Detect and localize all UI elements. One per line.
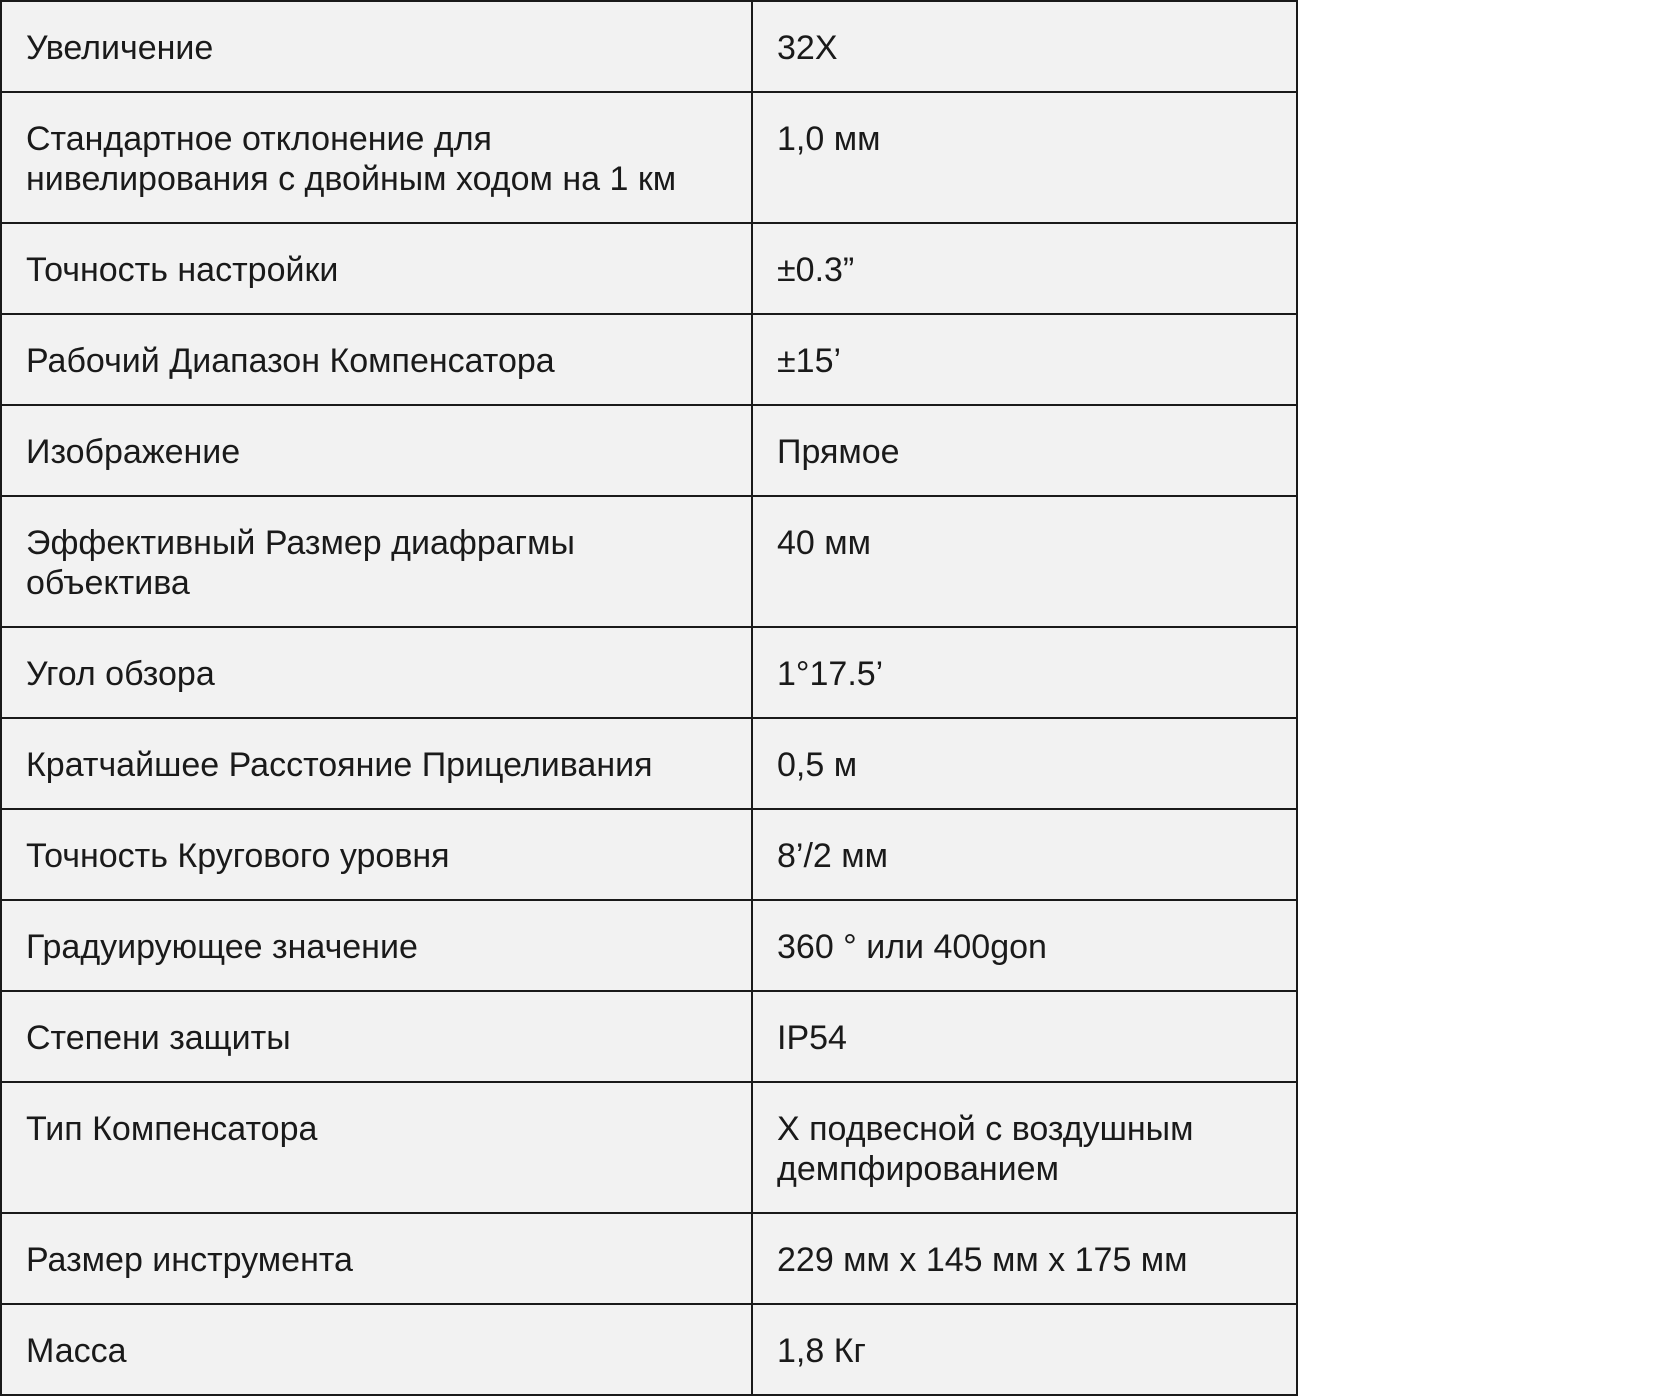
spec-value-cell xyxy=(752,1082,1297,1213)
spec-label: Размер инструмента xyxy=(26,1241,353,1279)
spec-value: 1,8 Кг xyxy=(777,1332,866,1370)
spec-label-cell xyxy=(1,496,752,627)
spec-label: Тип Компенсатора xyxy=(26,1110,318,1148)
spec-value: ±15’ xyxy=(777,342,842,380)
spec-label-cell xyxy=(1,1082,752,1213)
spec-value-cell xyxy=(752,900,1297,991)
spec-value: 229 мм x 145 мм x 175 мм xyxy=(777,1241,1188,1279)
table-row xyxy=(1,314,1297,405)
table-row xyxy=(1,223,1297,314)
spec-value: ±0.3” xyxy=(777,251,855,289)
spec-value-cell xyxy=(752,314,1297,405)
spec-value: 8’/2 мм xyxy=(777,837,889,875)
spec-value-cell xyxy=(752,809,1297,900)
spec-value: 1°17.5’ xyxy=(777,655,884,693)
spec-value: 0,5 м xyxy=(777,746,858,784)
table-row xyxy=(1,1,1297,92)
spec-value: 32X xyxy=(777,29,838,67)
spec-value: 1,0 мм xyxy=(777,120,881,158)
spec-label-cell xyxy=(1,991,752,1082)
spec-label: Изображение xyxy=(26,433,241,471)
spec-label: Эффективный Размер диафрагмы объектива xyxy=(26,524,575,602)
spec-label-cell xyxy=(1,1304,752,1395)
spec-label: Точность Кругового уровня xyxy=(26,837,450,875)
spec-value-cell xyxy=(752,1213,1297,1304)
table-row xyxy=(1,718,1297,809)
spec-value-cell xyxy=(752,405,1297,496)
table-row xyxy=(1,1082,1297,1213)
spec-value-cell xyxy=(752,92,1297,223)
spec-label-cell xyxy=(1,809,752,900)
spec-label-cell xyxy=(1,1213,752,1304)
spec-label-cell xyxy=(1,900,752,991)
spec-label: Градуирующее значение xyxy=(26,928,418,966)
spec-label: Точность настройки xyxy=(26,251,339,289)
spec-label-cell xyxy=(1,223,752,314)
spec-label-cell xyxy=(1,314,752,405)
spec-label-cell xyxy=(1,627,752,718)
table-row xyxy=(1,900,1297,991)
spec-value-cell xyxy=(752,1,1297,92)
spec-value-cell xyxy=(752,718,1297,809)
spec-value-cell xyxy=(752,496,1297,627)
table-row xyxy=(1,991,1297,1082)
table-row xyxy=(1,809,1297,900)
spec-label: Степени защиты xyxy=(26,1019,291,1057)
spec-label: Масса xyxy=(26,1332,127,1370)
spec-label: Рабочий Диапазон Компенсатора xyxy=(26,342,555,380)
spec-label-cell xyxy=(1,1,752,92)
spec-value-cell xyxy=(752,223,1297,314)
table-row xyxy=(1,1304,1297,1395)
spec-label-cell xyxy=(1,405,752,496)
table-row xyxy=(1,627,1297,718)
spec-value: 360 ° или 400gon xyxy=(777,928,1047,966)
spec-value: 40 мм xyxy=(777,524,872,562)
spec-label: Кратчайшее Расстояние Прицеливания xyxy=(26,746,653,784)
table-row xyxy=(1,92,1297,223)
table-row xyxy=(1,1213,1297,1304)
spec-value-cell xyxy=(752,1304,1297,1395)
spec-label: Увеличение xyxy=(26,29,214,67)
spec-label-cell xyxy=(1,718,752,809)
spec-value: X подвесной с воздушным демпфированием xyxy=(777,1110,1194,1188)
table-row xyxy=(1,405,1297,496)
specifications-table-body xyxy=(1,1,1297,1395)
spec-label: Стандартное отклонение для нивелирования с двойным ходом на 1 км xyxy=(26,120,677,198)
spec-value-cell xyxy=(752,627,1297,718)
spec-label-cell xyxy=(1,92,752,223)
spec-value: IP54 xyxy=(777,1019,847,1057)
table-row xyxy=(1,496,1297,627)
spec-value: Прямое xyxy=(777,433,900,471)
spec-value-cell xyxy=(752,991,1297,1082)
spec-label: Угол обзора xyxy=(26,655,215,693)
